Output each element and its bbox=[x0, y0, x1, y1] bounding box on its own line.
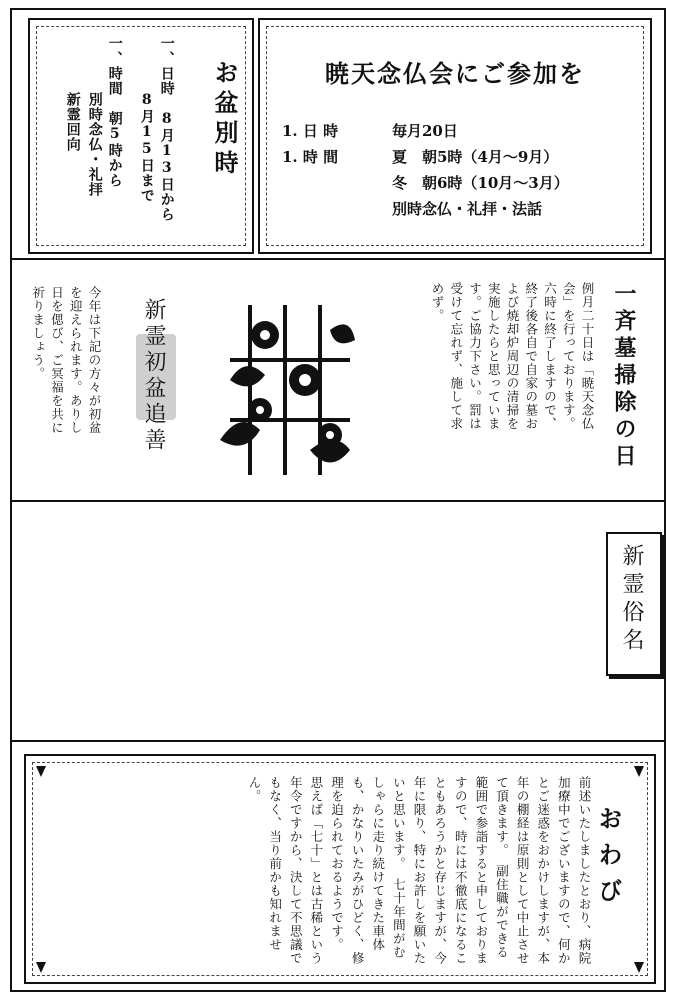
gyoten-date-label: 1. 日 時 bbox=[282, 122, 339, 140]
pin-icon bbox=[632, 960, 646, 974]
gyoten-program-value: 別時念仏・礼拝・法話 bbox=[392, 200, 543, 218]
pin-icon bbox=[34, 960, 48, 974]
gyoten-box bbox=[258, 18, 652, 254]
shinrei-body: 今年は下記の方々が初盆を迎えられます。ありし日を偲び、ご冥福を共に祈りましょう。 bbox=[30, 286, 102, 435]
obon-date-line: 一、日時 8月13日から bbox=[158, 36, 175, 222]
zokumyo-title: 新霊俗名 bbox=[619, 544, 644, 656]
owabi-body: 前述いたしましたとおり、病院加療中でございますので、何かとご迷惑をおかけしますが、本年の棚経は原則として中止させて頂きます。 副住職ができる範囲で参詣すると申しておりますので、時には不徹底になることもあろうかと存じますが、今年に限り、特にお許しを願いたいと思います。 七十年間がむしゃらに走り続けてきた車体も、かなりいたみがひどく、修理を迫られておるようです。 思えば「七十」とは古稀という年令ですから、決して不思議でもなく、当り前かも知れません。 bbox=[247, 776, 592, 965]
pin-icon bbox=[34, 764, 48, 778]
gyoten-time-label: 1. 時 間 bbox=[282, 148, 339, 166]
gyoten-row-time bbox=[282, 146, 558, 167]
gyoten-row-date bbox=[282, 120, 458, 141]
obon-time-line: 一、時間 朝5時から bbox=[106, 36, 123, 188]
obon-date-line-2: 8月15日まで bbox=[138, 92, 155, 203]
gyoten-winter-value: 冬 朝6時（10月〜3月） bbox=[392, 174, 569, 192]
gyoten-row-winter bbox=[282, 172, 569, 193]
top-section bbox=[10, 8, 666, 260]
middle-section bbox=[10, 260, 666, 502]
ikko-body: 例月二十日は「暁天念仏会」を行っております。六時に終了しますので、終了後各自で自家の墓および焼却炉周辺の清掃を実施したらと思っています。ご協力下さい。罰は受けて忘れず、施して求めず。 bbox=[430, 282, 595, 431]
obon-box bbox=[28, 18, 254, 254]
gyoten-row-program bbox=[282, 198, 542, 219]
gyoten-summer-value: 夏 朝5時（4月〜9月） bbox=[392, 148, 559, 166]
zokumyo-title-box bbox=[606, 532, 662, 676]
obon-nembutsu-line: 別時念仏・礼拝 bbox=[86, 92, 103, 197]
shinrei-title: 新霊初盆追善 bbox=[141, 298, 166, 454]
owabi-section bbox=[10, 742, 666, 992]
zokumyo-section bbox=[10, 502, 666, 742]
ikko-title: 一斉墓掃除の日 bbox=[611, 282, 637, 471]
morning-glory-illustration bbox=[210, 300, 360, 480]
gyoten-date-value: 毎月20日 bbox=[392, 122, 458, 140]
pin-icon bbox=[632, 764, 646, 778]
obon-eko-line: 新霊回向 bbox=[64, 92, 81, 152]
gyoten-title: 暁天念仏会にご参加を bbox=[325, 59, 585, 88]
owabi-title: おわび bbox=[594, 806, 623, 914]
owabi-box bbox=[24, 754, 656, 984]
obon-title: お盆別時 bbox=[210, 60, 239, 180]
